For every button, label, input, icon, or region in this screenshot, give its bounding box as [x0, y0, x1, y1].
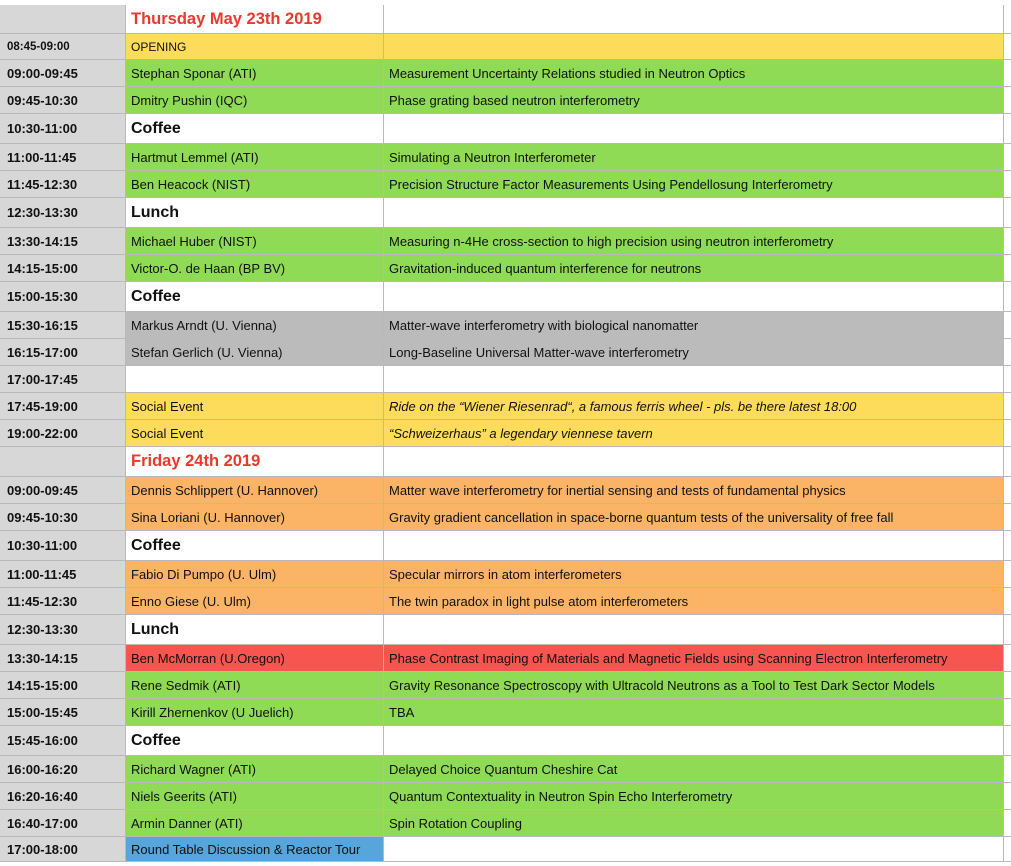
speaker-name: OPENING — [131, 39, 187, 54]
tail-cell — [1004, 588, 1011, 615]
talk-title: Precision Structure Factor Measurements Using Pendellosung Interferometry — [389, 176, 833, 192]
talk-cell — [384, 87, 1004, 114]
tail-cell — [1004, 726, 1011, 756]
schedule-row — [0, 531, 1011, 561]
talk-title: Matter-wave interferometry with biological nanomatter — [389, 317, 699, 333]
talk-title: Spin Rotation Coupling — [389, 815, 522, 831]
speaker-name: Social Event — [131, 425, 204, 441]
talk-cell — [384, 756, 1004, 783]
time-cell: 19:00-22:00 — [0, 420, 126, 447]
day-header-row — [0, 447, 1011, 477]
time-cell: 10:30-11:00 — [0, 531, 126, 561]
break-cell — [126, 615, 384, 645]
tail-cell — [1004, 339, 1011, 366]
schedule-row — [0, 615, 1011, 645]
schedule-row — [0, 393, 1011, 420]
break-label: Coffee — [131, 536, 181, 554]
speaker-cell — [126, 60, 384, 87]
time-cell: 17:45-19:00 — [0, 393, 126, 420]
tail-cell — [1004, 561, 1011, 588]
tail-cell — [1004, 393, 1011, 420]
speaker-cell — [126, 420, 384, 447]
schedule-row — [0, 783, 1011, 810]
schedule-row — [0, 34, 1011, 60]
time-cell: 12:30-13:30 — [0, 198, 126, 228]
speaker-name: Markus Arndt (U. Vienna) — [131, 317, 277, 333]
schedule-row — [0, 114, 1011, 144]
tail-cell — [1004, 34, 1011, 60]
tail-cell — [1004, 114, 1011, 144]
tail-cell — [1004, 783, 1011, 810]
break-label: Coffee — [131, 119, 181, 137]
talk-title: Gravity Resonance Spectroscopy with Ultracold Neutrons as a Tool to Test Dark Sector Models — [389, 677, 935, 693]
time-cell: 13:30-14:15 — [0, 228, 126, 255]
tail-cell — [1004, 198, 1011, 228]
time-cell: 11:45-12:30 — [0, 171, 126, 198]
tail-cell — [1004, 810, 1011, 837]
talk-cell — [384, 144, 1004, 171]
speaker-name: Enno Giese (U. Ulm) — [131, 593, 251, 609]
time-cell: 15:00-15:45 — [0, 699, 126, 726]
speaker-name: Armin Danner (ATI) — [131, 815, 243, 831]
speaker-name: Stephan Sponar (ATI) — [131, 65, 257, 81]
time-cell: 11:00-11:45 — [0, 144, 126, 171]
talk-title: Phase grating based neutron interferometry — [389, 92, 640, 108]
time-cell: 16:00-16:20 — [0, 756, 126, 783]
talk-cell — [384, 312, 1004, 339]
time-cell: 13:30-14:15 — [0, 645, 126, 672]
speaker-name: Fabio Di Pumpo (U. Ulm) — [131, 566, 277, 582]
schedule-row — [0, 756, 1011, 783]
talk-cell — [384, 783, 1004, 810]
speaker-name: Victor-O. de Haan (BP BV) — [131, 260, 286, 276]
speaker-cell — [126, 366, 384, 393]
schedule-row — [0, 699, 1011, 726]
talk-cell — [384, 726, 1004, 756]
tail-cell — [1004, 420, 1011, 447]
speaker-name: Richard Wagner (ATI) — [131, 761, 256, 777]
tail-cell — [1004, 504, 1011, 531]
schedule-row — [0, 810, 1011, 837]
time-cell: 11:00-11:45 — [0, 561, 126, 588]
talk-title: Quantum Contextuality in Neutron Spin Echo Interferometry — [389, 788, 733, 804]
speaker-cell — [126, 699, 384, 726]
time-cell: 15:00-15:30 — [0, 282, 126, 312]
schedule-row — [0, 726, 1011, 756]
talk-cell — [384, 504, 1004, 531]
day-header-row — [0, 5, 1011, 34]
tail-cell — [1004, 228, 1011, 255]
break-cell — [126, 114, 384, 144]
tail-cell — [1004, 837, 1011, 862]
speaker-name: Dennis Schlippert (U. Hannover) — [131, 482, 319, 498]
time-cell: 14:15-15:00 — [0, 672, 126, 699]
speaker-cell — [126, 312, 384, 339]
time-cell: 16:40-17:00 — [0, 810, 126, 837]
time-cell: 15:30-16:15 — [0, 312, 126, 339]
speaker-name: Stefan Gerlich (U. Vienna) — [131, 344, 283, 360]
speaker-name: Ben Heacock (NIST) — [131, 176, 251, 192]
tail-cell — [1004, 5, 1011, 34]
talk-cell — [384, 5, 1004, 34]
talk-cell — [384, 366, 1004, 393]
speaker-name: Rene Sedmik (ATI) — [131, 677, 241, 693]
schedule-row — [0, 255, 1011, 282]
speaker-cell — [126, 783, 384, 810]
speaker-cell — [126, 645, 384, 672]
speaker-cell — [126, 87, 384, 114]
day-title: Thursday May 23th 2019 — [131, 9, 322, 28]
talk-cell — [384, 531, 1004, 561]
speaker-name: Round Table Discussion & Reactor Tour — [131, 841, 361, 857]
tail-cell — [1004, 144, 1011, 171]
tail-cell — [1004, 171, 1011, 198]
speaker-cell — [126, 561, 384, 588]
talk-title: Gravity gradient cancellation in space-borne quantum tests of the universality of free fall — [389, 509, 894, 525]
schedule-row — [0, 504, 1011, 531]
time-cell: 17:00-17:45 — [0, 366, 126, 393]
time-cell — [0, 447, 126, 477]
speaker-cell — [126, 810, 384, 837]
talk-cell — [384, 420, 1004, 447]
time-cell: 09:00-09:45 — [0, 477, 126, 504]
time-cell: 11:45-12:30 — [0, 588, 126, 615]
break-label: Coffee — [131, 287, 181, 305]
talk-cell — [384, 255, 1004, 282]
speaker-cell — [126, 255, 384, 282]
break-cell — [126, 282, 384, 312]
talk-title: Simulating a Neutron Interferometer — [389, 149, 596, 165]
speaker-cell — [126, 339, 384, 366]
schedule-row — [0, 645, 1011, 672]
speaker-cell — [126, 504, 384, 531]
day-title-cell — [126, 5, 384, 34]
tail-cell — [1004, 531, 1011, 561]
speaker-cell — [126, 144, 384, 171]
schedule-row — [0, 588, 1011, 615]
speaker-cell — [126, 477, 384, 504]
time-cell: 14:15-15:00 — [0, 255, 126, 282]
speaker-cell — [126, 34, 384, 60]
tail-cell — [1004, 447, 1011, 477]
talk-cell — [384, 615, 1004, 645]
speaker-cell — [126, 837, 384, 862]
talk-cell — [384, 339, 1004, 366]
schedule-row — [0, 672, 1011, 699]
speaker-cell — [126, 588, 384, 615]
speaker-name: Hartmut Lemmel (ATI) — [131, 149, 259, 165]
time-cell: 12:30-13:30 — [0, 615, 126, 645]
time-cell: 08:45-09:00 — [0, 34, 126, 60]
break-cell — [126, 726, 384, 756]
day-title: Friday 24th 2019 — [131, 452, 261, 470]
talk-title: Measuring n-4He cross-section to high precision using neutron interferometry — [389, 233, 834, 249]
schedule-row — [0, 312, 1011, 339]
talk-cell — [384, 171, 1004, 198]
schedule-row — [0, 60, 1011, 87]
talk-cell — [384, 561, 1004, 588]
talk-title: Long-Baseline Universal Matter-wave interferometry — [389, 344, 689, 360]
talk-cell — [384, 393, 1004, 420]
tail-cell — [1004, 282, 1011, 312]
time-cell: 10:30-11:00 — [0, 114, 126, 144]
tail-cell — [1004, 672, 1011, 699]
talk-title: Gravitation-induced quantum interference for neutrons — [389, 260, 702, 276]
talk-cell — [384, 810, 1004, 837]
talk-cell — [384, 837, 1004, 862]
time-cell: 16:20-16:40 — [0, 783, 126, 810]
speaker-name: Sina Loriani (U. Hannover) — [131, 509, 285, 525]
talk-title: “Schweizerhaus” a legendary viennese tavern — [389, 425, 653, 441]
break-cell — [126, 198, 384, 228]
break-label: Lunch — [131, 203, 179, 221]
tail-cell — [1004, 477, 1011, 504]
speaker-cell — [126, 393, 384, 420]
break-cell — [126, 531, 384, 561]
speaker-cell — [126, 756, 384, 783]
tail-cell — [1004, 87, 1011, 114]
talk-cell — [384, 228, 1004, 255]
schedule-row — [0, 282, 1011, 312]
schedule-row — [0, 171, 1011, 198]
speaker-cell — [126, 171, 384, 198]
tail-cell — [1004, 615, 1011, 645]
schedule-row — [0, 561, 1011, 588]
speaker-name: Niels Geerits (ATI) — [131, 788, 237, 804]
day-title-cell — [126, 447, 384, 477]
schedule-row — [0, 420, 1011, 447]
schedule-row — [0, 87, 1011, 114]
tail-cell — [1004, 60, 1011, 87]
talk-cell — [384, 60, 1004, 87]
schedule-row — [0, 477, 1011, 504]
talk-title: Phase Contrast Imaging of Materials and Magnetic Fields using Scanning Electron Interferometry — [389, 650, 948, 666]
talk-cell — [384, 672, 1004, 699]
schedule-row — [0, 228, 1011, 255]
talk-title: Ride on the “Wiener Riesenrad“, a famous ferris wheel - pls. be there latest 18:00 — [389, 398, 857, 414]
break-label: Lunch — [131, 620, 179, 638]
speaker-cell — [126, 228, 384, 255]
schedule-row — [0, 144, 1011, 171]
speaker-name: Social Event — [131, 398, 204, 414]
talk-title: Specular mirrors in atom interferometers — [389, 566, 622, 582]
talk-title: Delayed Choice Quantum Cheshire Cat — [389, 761, 618, 777]
talk-title: The twin paradox in light pulse atom interferometers — [389, 593, 689, 609]
tail-cell — [1004, 756, 1011, 783]
tail-cell — [1004, 255, 1011, 282]
time-cell: 17:00-18:00 — [0, 837, 126, 862]
talk-cell — [384, 198, 1004, 228]
break-label: Coffee — [131, 731, 181, 749]
talk-cell — [384, 699, 1004, 726]
tail-cell — [1004, 312, 1011, 339]
talk-cell — [384, 282, 1004, 312]
time-cell: 09:45-10:30 — [0, 504, 126, 531]
talk-cell — [384, 114, 1004, 144]
talk-title: Measurement Uncertainty Relations studied in Neutron Optics — [389, 65, 746, 81]
tail-cell — [1004, 699, 1011, 726]
time-cell: 09:45-10:30 — [0, 87, 126, 114]
time-cell: 15:45-16:00 — [0, 726, 126, 756]
talk-title: Matter wave interferometry for inertial sensing and tests of fundamental physics — [389, 482, 846, 498]
time-cell — [0, 5, 126, 34]
schedule-row — [0, 339, 1011, 366]
speaker-name: Dmitry Pushin (IQC) — [131, 92, 248, 108]
tail-cell — [1004, 645, 1011, 672]
tail-cell — [1004, 366, 1011, 393]
speaker-name: Michael Huber (NIST) — [131, 233, 257, 249]
speaker-cell — [126, 672, 384, 699]
speaker-name: Ben McMorran (U.Oregon) — [131, 650, 285, 666]
talk-cell — [384, 645, 1004, 672]
schedule-row — [0, 837, 1011, 862]
time-cell: 09:00-09:45 — [0, 60, 126, 87]
talk-cell — [384, 447, 1004, 477]
talk-cell — [384, 477, 1004, 504]
talk-cell — [384, 34, 1004, 60]
speaker-name: Kirill Zhernenkov (U Juelich) — [131, 704, 294, 720]
schedule-row — [0, 366, 1011, 393]
schedule-row — [0, 198, 1011, 228]
talk-cell — [384, 588, 1004, 615]
talk-title: TBA — [389, 704, 415, 720]
time-cell: 16:15-17:00 — [0, 339, 126, 366]
